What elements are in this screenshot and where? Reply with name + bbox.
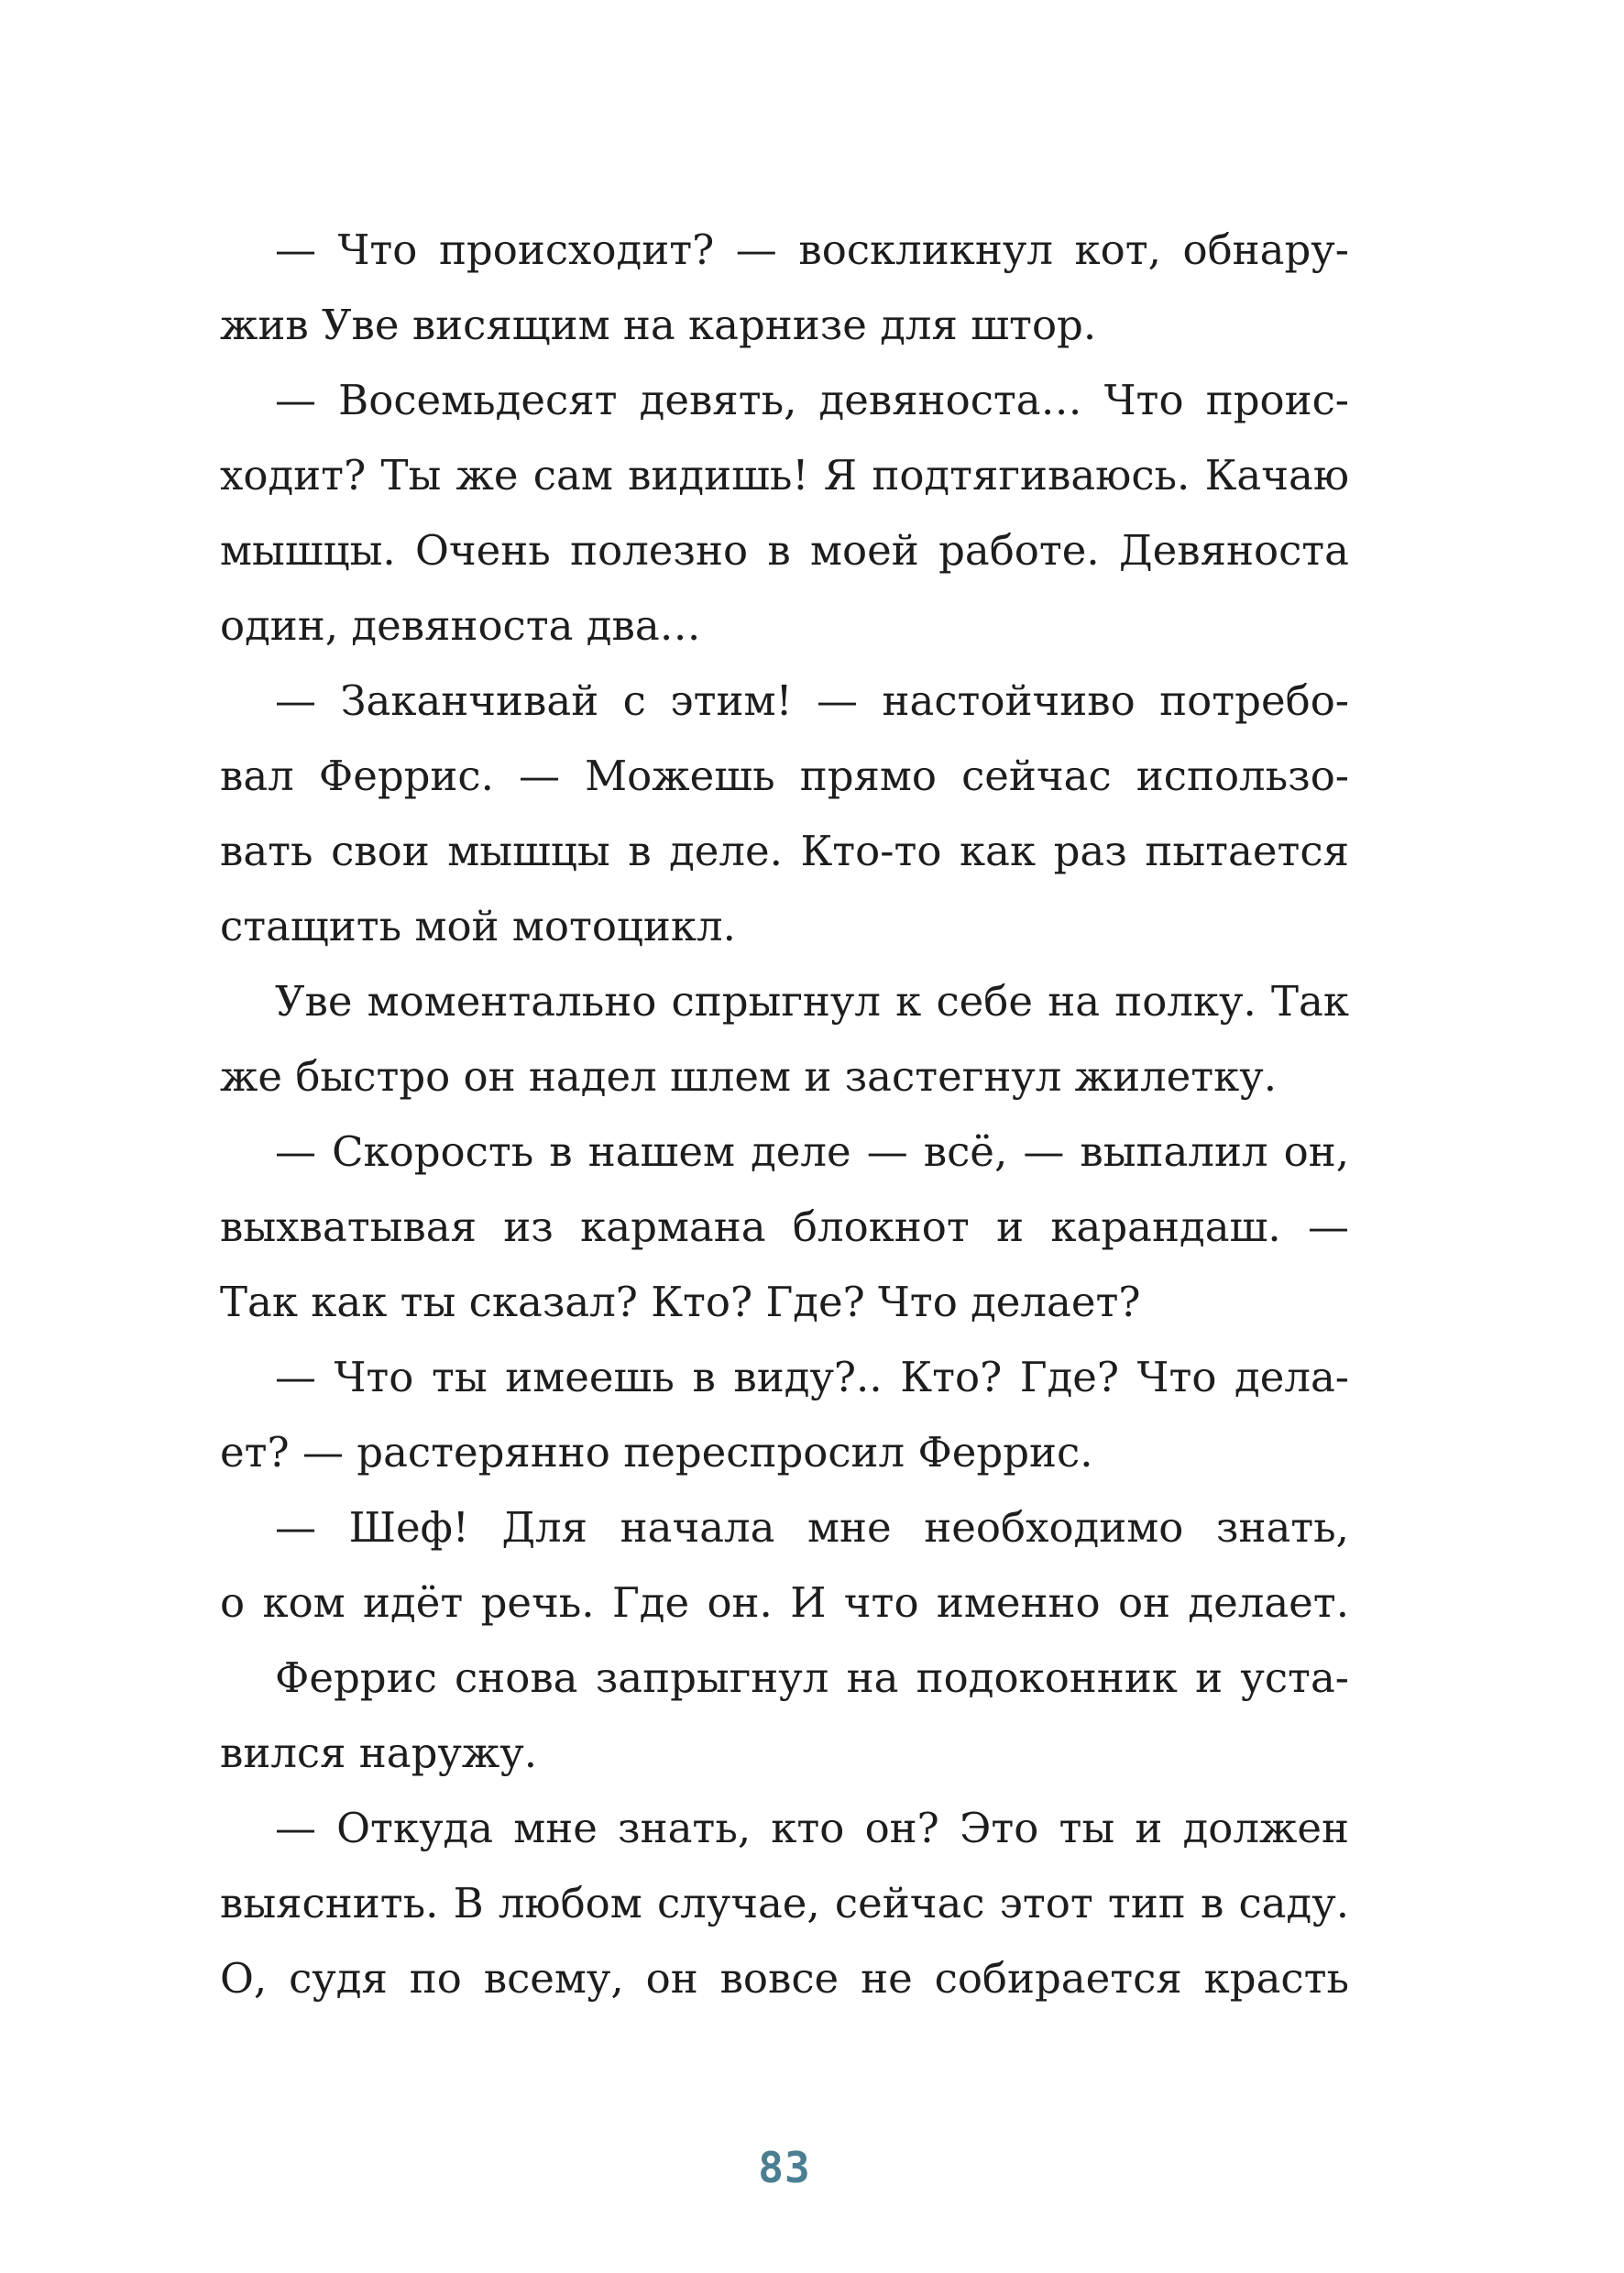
text-line: вал Феррис. — Можешь прямо сейчас использо- — [220, 752, 1349, 800]
text-line: же быстро он надел шлем и застегнул жилетку. — [220, 1052, 1278, 1101]
text-line: один, девяноста два… — [220, 601, 701, 650]
text-line: стащить мой мотоцикл. — [220, 902, 736, 950]
text-line: — Что ты имеешь в виду?.. Кто? Где? Что дела- — [275, 1353, 1349, 1401]
text-line: — Что происходит? — воскликнул кот, обнару- — [275, 225, 1349, 274]
text-line: — Шеф! Для начала мне необходимо знать, — [275, 1503, 1349, 1552]
text-line: О, судя по всему, он вовсе не собирается красть — [220, 1954, 1349, 2003]
text-line: — Восемьдесят девять, девяноста… Что проис- — [275, 376, 1349, 424]
text-line: выхватывая из кармана блокнот и карандаш. — — [220, 1202, 1349, 1251]
text-line: вать свои мышцы в деле. Кто-то как раз пытается — [220, 827, 1349, 875]
text-line: — Заканчивай с этим! — настойчиво потребо- — [275, 676, 1349, 725]
text-line: — Откуда мне знать, кто он? Это ты и должен — [275, 1804, 1349, 1852]
text-line: выяснить. В любом случае, сейчас этот тип в саду. — [220, 1879, 1349, 1927]
text-line: о ком идёт речь. Где он. И что именно он делает. — [220, 1578, 1349, 1627]
text-line: мышцы. Очень полезно в моей работе. Девяноста — [220, 526, 1349, 575]
page-number: 83 — [758, 2143, 811, 2192]
text-line: — Скорость в нашем деле — всё, — выпалил он, — [275, 1127, 1349, 1176]
text-line: Феррис снова запрыгнул на подоконник и уста- — [275, 1653, 1349, 1702]
text-line: вился наружу. — [220, 1729, 538, 1777]
text-line: ходит? Ты же сам видишь! Я подтягиваюсь. Качаю — [220, 451, 1349, 500]
text-line: жив Уве висящим на карнизе для штор. — [220, 301, 1097, 349]
text-line: Так как ты сказал? Кто? Где? Что делает? — [220, 1278, 1141, 1326]
text-line: Уве моментально спрыгнул к себе на полку. Так — [275, 977, 1349, 1026]
text-line: ет? — растерянно переспросил Феррис. — [220, 1428, 1093, 1477]
